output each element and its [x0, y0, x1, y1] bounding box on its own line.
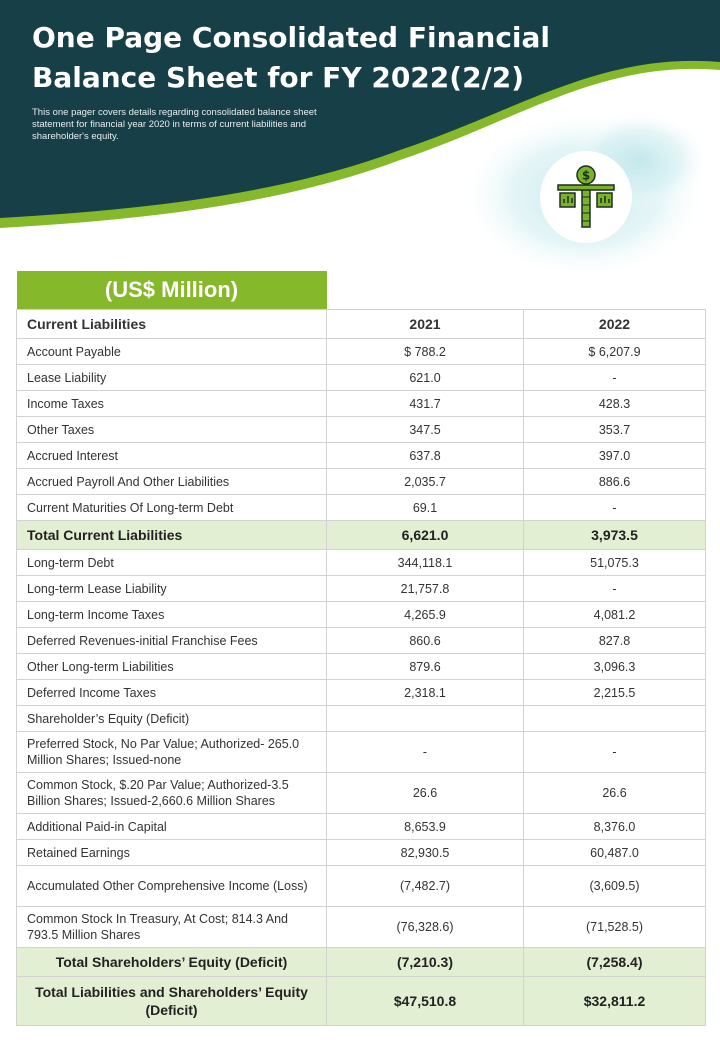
row-label: Shareholder’s Equity (Deficit) — [17, 706, 327, 732]
value-2021: 21,757.8 — [327, 576, 524, 602]
table-row — [17, 469, 706, 495]
value-2021: 637.8 — [327, 443, 524, 469]
value-2022: 827.8 — [524, 628, 706, 654]
value-2021: 69.1 — [327, 495, 524, 521]
table-row — [17, 576, 706, 602]
table-row — [17, 814, 706, 840]
row-label: Long-term Income Taxes — [17, 602, 327, 628]
table-row — [17, 654, 706, 680]
row-label: Total Liabilities and Shareholders’ Equity (Deficit) — [17, 977, 327, 1026]
value-2022: $32,811.2 — [524, 977, 706, 1026]
value-2021: 347.5 — [327, 417, 524, 443]
row-label: Long-term Lease Liability — [17, 576, 327, 602]
row-label: Deferred Income Taxes — [17, 680, 327, 706]
svg-text:$: $ — [581, 168, 591, 183]
row-label: Total Current Liabilities — [17, 521, 327, 550]
header-year-2022: 2022 — [524, 310, 706, 339]
table-row — [17, 495, 706, 521]
header-year-2021: 2021 — [327, 310, 524, 339]
value-2022: - — [524, 732, 706, 773]
row-label: Income Taxes — [17, 391, 327, 417]
header-label: Current Liabilities — [17, 310, 327, 339]
value-2022: (3,609.5) — [524, 866, 706, 907]
value-2021: 860.6 — [327, 628, 524, 654]
value-2021: (7,482.7) — [327, 866, 524, 907]
table-row — [17, 680, 706, 706]
row-label: Common Stock, $.20 Par Value; Authorized-3.5 Billion Shares; Issued-2,660.6 Million Shares — [17, 773, 327, 814]
value-2021: 879.6 — [327, 654, 524, 680]
table-row — [17, 602, 706, 628]
row-label: Account Payable — [17, 339, 327, 365]
value-2022: 3,096.3 — [524, 654, 706, 680]
table-row — [17, 550, 706, 576]
value-2021: (76,328.6) — [327, 907, 524, 948]
table-row — [17, 443, 706, 469]
unit-row — [17, 271, 706, 310]
row-label: Additional Paid-in Capital — [17, 814, 327, 840]
value-2022: 4,081.2 — [524, 602, 706, 628]
table-row — [17, 732, 706, 773]
table-row — [17, 866, 706, 907]
value-2022 — [524, 706, 706, 732]
value-2021: 26.6 — [327, 773, 524, 814]
page-subtitle: This one pager covers details regarding consolidated balance sheet statement for financial year 2020 in terms of current liabilities and shareholder's equity. — [32, 107, 317, 142]
table-row — [17, 417, 706, 443]
value-2022: 8,376.0 — [524, 814, 706, 840]
page-title: One Page Consolidated Financial Balance Sheet for FY 2022(2/2) — [32, 21, 551, 94]
table-row — [17, 706, 706, 732]
value-2022: 397.0 — [524, 443, 706, 469]
value-2022: 353.7 — [524, 417, 706, 443]
unit-label: (US$ Million) — [17, 271, 327, 310]
value-2021: 6,621.0 — [327, 521, 524, 550]
row-label: Lease Liability — [17, 365, 327, 391]
row-label: Total Shareholders’ Equity (Deficit) — [17, 948, 327, 977]
value-2021: 8,653.9 — [327, 814, 524, 840]
row-label: Other Long-term Liabilities — [17, 654, 327, 680]
row-label: Accrued Payroll And Other Liabilities — [17, 469, 327, 495]
value-2021: 344,118.1 — [327, 550, 524, 576]
value-2021: 431.7 — [327, 391, 524, 417]
row-label: Common Stock In Treasury, At Cost; 814.3 And 793.5 Million Shares — [17, 907, 327, 948]
row-label: Accumulated Other Comprehensive Income (Loss) — [17, 866, 327, 907]
table-row — [17, 391, 706, 417]
table-row — [17, 339, 706, 365]
value-2022: 886.6 — [524, 469, 706, 495]
value-2022: 60,487.0 — [524, 840, 706, 866]
value-2021: (7,210.3) — [327, 948, 524, 977]
row-label: Preferred Stock, No Par Value; Authorized- 265.0 Million Shares; Issued-none — [17, 732, 327, 773]
value-2022: 26.6 — [524, 773, 706, 814]
row-label: Long-term Debt — [17, 550, 327, 576]
value-2022: - — [524, 365, 706, 391]
value-2022: $ 6,207.9 — [524, 339, 706, 365]
value-2021: $47,510.8 — [327, 977, 524, 1026]
value-2022: 2,215.5 — [524, 680, 706, 706]
table-row — [17, 773, 706, 814]
row-label: Deferred Revenues-initial Franchise Fees — [17, 628, 327, 654]
value-2022: 51,075.3 — [524, 550, 706, 576]
value-2021: - — [327, 732, 524, 773]
dollar-balance-chart-icon — [538, 149, 634, 245]
table-row — [17, 840, 706, 866]
value-2022: - — [524, 576, 706, 602]
value-2022: - — [524, 495, 706, 521]
value-2021: 2,035.7 — [327, 469, 524, 495]
value-2021: 2,318.1 — [327, 680, 524, 706]
value-2021: $ 788.2 — [327, 339, 524, 365]
value-2021: 82,930.5 — [327, 840, 524, 866]
total-shareholders-equity-row — [17, 948, 706, 977]
total-liabilities-equity-row — [17, 977, 706, 1026]
table-row — [17, 907, 706, 948]
value-2021: 4,265.9 — [327, 602, 524, 628]
row-label: Other Taxes — [17, 417, 327, 443]
value-2022: 3,973.5 — [524, 521, 706, 550]
total-current-liabilities-row — [17, 521, 706, 550]
row-label: Current Maturities Of Long-term Debt — [17, 495, 327, 521]
table-row — [17, 365, 706, 391]
balance-sheet-table — [16, 271, 706, 1026]
row-label: Accrued Interest — [17, 443, 327, 469]
table-header-row — [17, 310, 706, 339]
value-2021 — [327, 706, 524, 732]
value-2021: 621.0 — [327, 365, 524, 391]
value-2022: 428.3 — [524, 391, 706, 417]
value-2022: (71,528.5) — [524, 907, 706, 948]
value-2022: (7,258.4) — [524, 948, 706, 977]
row-label: Retained Earnings — [17, 840, 327, 866]
table-row — [17, 628, 706, 654]
